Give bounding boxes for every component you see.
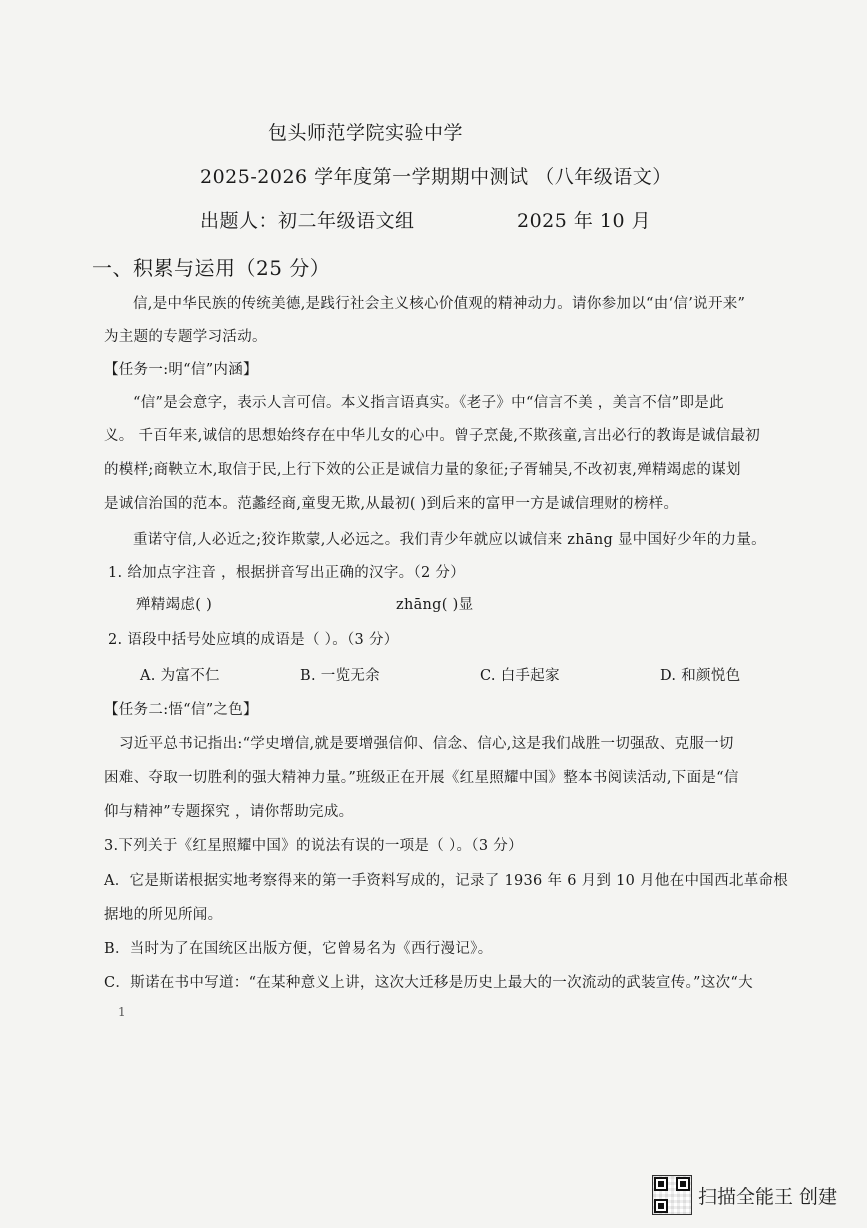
task1-heading: 【任务一:明“信”内涵】 <box>104 362 258 378</box>
q2-option-d: D. 和颜悦色 <box>660 668 741 684</box>
page-number: 1 <box>118 1005 126 1019</box>
task2-line-2: 困难、夺取一切胜利的强大精神力量。”班级正在开展《红星照耀中国》整本书阅读活动,下面是“信 <box>104 770 739 786</box>
q2-option-a: A. 为富不仁 <box>140 668 220 684</box>
exam-title: 2025-2026 学年度第一学期期中测试 （八年级语文） <box>200 166 672 188</box>
q1-stem: 1. 给加点字注音 ，根据拼音写出正确的汉字。（2 分） <box>108 565 466 581</box>
q3-option-c: C．斯诺在书中写道：“在某种意义上讲，这次大迁移是历史上最大的一次流动的武装宣传。”这次“大 <box>104 975 753 991</box>
intro-line-1: 信,是中华民族的传统美德,是践行社会主义核心价值观的精神动力。请你参加以“由‘信’说开来” <box>133 296 746 312</box>
scanner-watermark: 扫描全能王 创建 <box>698 1186 838 1208</box>
task1-line-2: 义。 千百年来,诚信的思想始终存在中华儿女的心中。曾子烹彘,不欺孩童,言出必行的教诲是诚信最初 <box>104 428 761 444</box>
q1-blank-2: zhāng( )显 <box>396 597 474 613</box>
task2-line-3: 仰与精神”专题探究 ，请你帮助完成。 <box>104 804 354 820</box>
school-name: 包头师范学院实验中学 <box>268 122 464 144</box>
q2-option-c: C. 白手起家 <box>480 668 560 684</box>
task1-para-2: 重诺守信,人必近之;狡诈欺蒙,人必远之。我们青少年就应以诚信来 zhāng 显中国好少年的力量。 <box>133 532 766 548</box>
q1-blank-1: 殚精竭虑( ) <box>136 597 213 613</box>
q3-option-a-line-1: A．它是斯诺根据实地考察得来的第一手资料写成的，记录了 1936 年 6 月到 10 月他在中国西北革命根 <box>104 873 789 889</box>
section-heading: 一、积累与运用（25 分） <box>92 256 331 280</box>
task2-heading: 【任务二:悟“信”之色】 <box>104 702 258 718</box>
task1-line-1: “信”是会意字，表示人言可信。本义指言语真实。《老子》中“信言不美 ，美言不信”即是此 <box>133 395 724 411</box>
qr-code-icon <box>652 1175 692 1215</box>
q2-stem: 2. 语段中括号处应填的成语是（ ）。（3 分） <box>108 632 399 648</box>
intro-line-2: 为主题的专题学习活动。 <box>104 329 267 345</box>
exam-date: 2025 年 10 月 <box>517 210 652 232</box>
task1-line-3: 的模样;商鞅立木,取信于民,上行下效的公正是诚信力量的象征;子胥辅吴,不改初衷,殚精竭虑的谋划 <box>104 462 741 478</box>
q3-option-b: B．当时为了在国统区出版方便，它曾易名为《西行漫记》。 <box>104 941 493 957</box>
task1-line-4: 是诚信治国的范本。范蠡经商,童叟无欺,从最初( )到后来的富甲一方是诚信理财的榜样。 <box>104 496 679 512</box>
q3-option-a-line-2: 据地的所见所闻。 <box>104 907 223 923</box>
q2-option-b: B. 一览无余 <box>300 668 380 684</box>
task2-line-1: 习近平总书记指出:“学史增信,就是要增强信仰、信念、信心,这是我们战胜一切强敌、克服一切 <box>119 736 734 752</box>
author-line: 出题人：初二年级语文组 <box>200 210 415 232</box>
q3-stem: 3.下列关于《红星照耀中国》的说法有误的一项是（ ）。（3 分） <box>104 838 523 854</box>
